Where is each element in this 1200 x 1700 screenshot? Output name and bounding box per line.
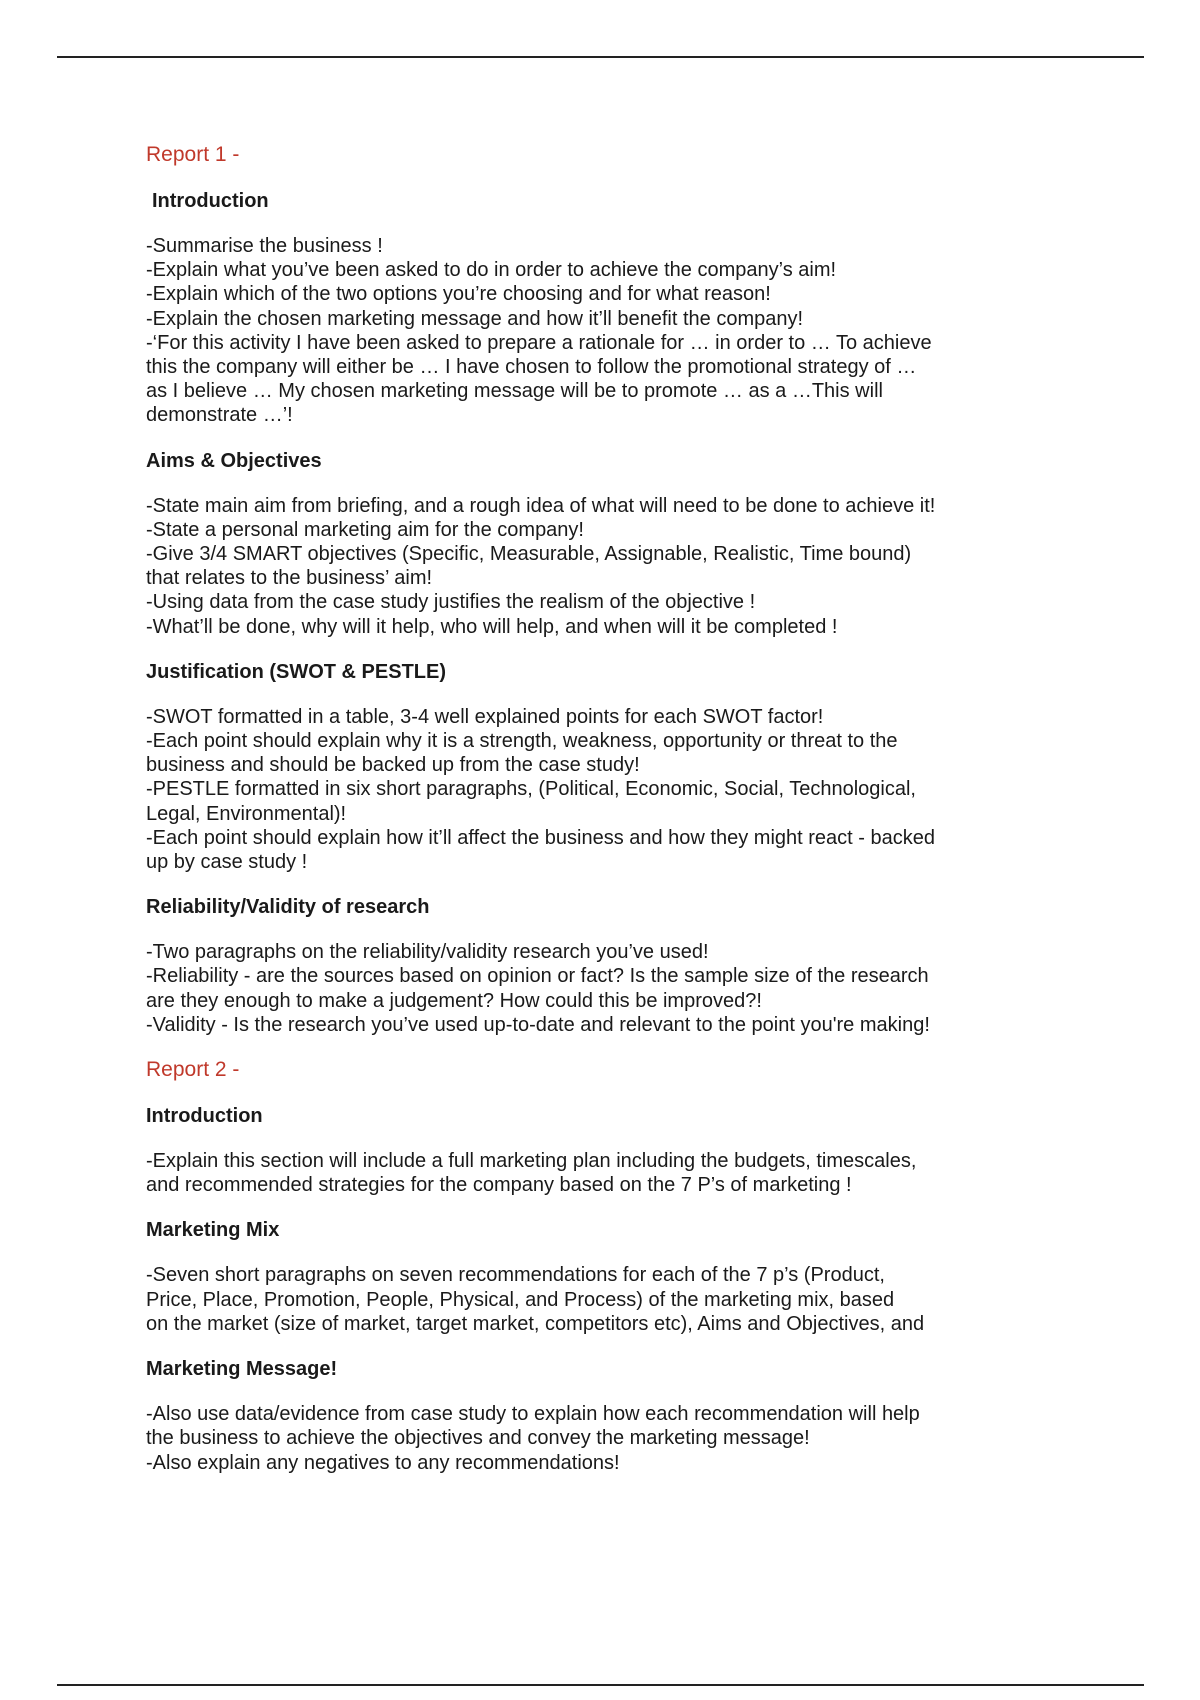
section-heading: Reliability/Validity of research <box>146 896 430 919</box>
body-line: demonstrate …’! <box>146 404 293 427</box>
body-line: -Explain the chosen marketing message and how it’ll benefit the company! <box>146 307 804 330</box>
report-2-introduction-section <box>146 1103 1046 1197</box>
body-line: Price, Place, Promotion, People, Physical, and Process) of the marketing mix, based <box>146 1288 895 1311</box>
report-2-title: Report 2 - <box>146 1058 240 1082</box>
body-line: as I believe … My chosen marketing message will be to promote … as a …This will <box>146 380 883 403</box>
body-line: -PESTLE formatted in six short paragraphs, (Political, Economic, Social, Technological, <box>146 778 916 801</box>
body-line: business and should be backed up from the case study! <box>146 754 640 777</box>
body-line: on the market (size of market, target market, competitors etc), Aims and Objectives, and <box>146 1312 925 1335</box>
section-heading: Introduction <box>152 190 269 212</box>
document-body <box>146 142 1046 1495</box>
body-line: -Two paragraphs on the reliability/validity research you’ve used! <box>146 941 709 964</box>
section-body <box>146 234 1046 428</box>
body-line: that relates to the business’ aim! <box>146 567 433 590</box>
body-line: -State main aim from briefing, and a rough idea of what will need to be done to achieve it! <box>146 494 936 517</box>
body-line: Legal, Environmental)! <box>146 802 347 825</box>
body-line: -State a personal marketing aim for the company! <box>146 518 584 541</box>
report-1-reliability-section <box>146 894 1046 1037</box>
section-heading: Marketing Message! <box>146 1358 338 1381</box>
section-body <box>146 494 1046 639</box>
section-heading: Marketing Mix <box>146 1219 280 1242</box>
report-1-title: Report 1 - <box>146 143 240 166</box>
section-body <box>146 1263 1046 1336</box>
body-line: -Using data from the case study justifies the realism of the objective ! <box>146 591 756 614</box>
body-line: -Explain what you’ve been asked to do in order to achieve the company’s aim! <box>146 259 837 282</box>
body-line: this the company will either be … I have chosen to follow the promotional strategy of … <box>146 356 917 379</box>
section-heading: Aims & Objectives <box>146 449 322 472</box>
section-body <box>146 940 1046 1037</box>
top-rule <box>57 56 1144 58</box>
bottom-rule <box>57 1684 1144 1686</box>
report-2-marketing-mix-section <box>146 1217 1046 1336</box>
section-body <box>146 1149 1046 1197</box>
report-1-aims-objectives-section <box>146 448 1046 639</box>
body-line: -Each point should explain how it’ll affect the business and how they might react - backed <box>146 826 935 849</box>
body-line: -Summarise the business ! <box>146 235 383 257</box>
section-heading: Justification (SWOT & PESTLE) <box>146 660 447 683</box>
report-1-introduction-section <box>146 188 1046 428</box>
body-line: up by case study ! <box>146 851 308 874</box>
section-body <box>146 1402 1046 1475</box>
report-2-marketing-message-section <box>146 1356 1046 1475</box>
body-line: -What’ll be done, why will it help, who will help, and when will it be completed ! <box>146 615 838 638</box>
report-1-justification-section <box>146 659 1046 874</box>
body-line: and recommended strategies for the company based on the 7 P’s of marketing ! <box>146 1174 852 1197</box>
body-line: -Each point should explain why it is a strength, weakness, opportunity or threat to the <box>146 730 898 753</box>
body-line: -Seven short paragraphs on seven recommendations for each of the 7 p’s (Product, <box>146 1264 885 1287</box>
body-line: -Reliability - are the sources based on opinion or fact? Is the sample size of the research <box>146 965 929 988</box>
body-line: -Give 3/4 SMART objectives (Specific, Measurable, Assignable, Realistic, Time bound) <box>146 543 912 566</box>
body-line: -SWOT formatted in a table, 3-4 well explained points for each SWOT factor! <box>146 705 824 728</box>
body-line: -Explain which of the two options you’re choosing and for what reason! <box>146 283 771 306</box>
body-line: -Explain this section will include a full marketing plan including the budgets, timescales, <box>146 1150 917 1173</box>
section-heading: Introduction <box>146 1105 263 1128</box>
body-line: -Also use data/evidence from case study to explain how each recommendation will help <box>146 1403 920 1426</box>
body-line: are they enough to make a judgement? How could this be improved?! <box>146 989 762 1012</box>
body-line: -‘For this activity I have been asked to prepare a rationale for … in order to … To achieve <box>146 331 932 354</box>
section-body <box>146 705 1046 874</box>
body-line: the business to achieve the objectives and convey the marketing message! <box>146 1427 810 1450</box>
body-line: -Validity - Is the research you’ve used up-to-date and relevant to the point you're making! <box>146 1013 930 1036</box>
body-line: -Also explain any negatives to any recommendations! <box>146 1451 620 1474</box>
